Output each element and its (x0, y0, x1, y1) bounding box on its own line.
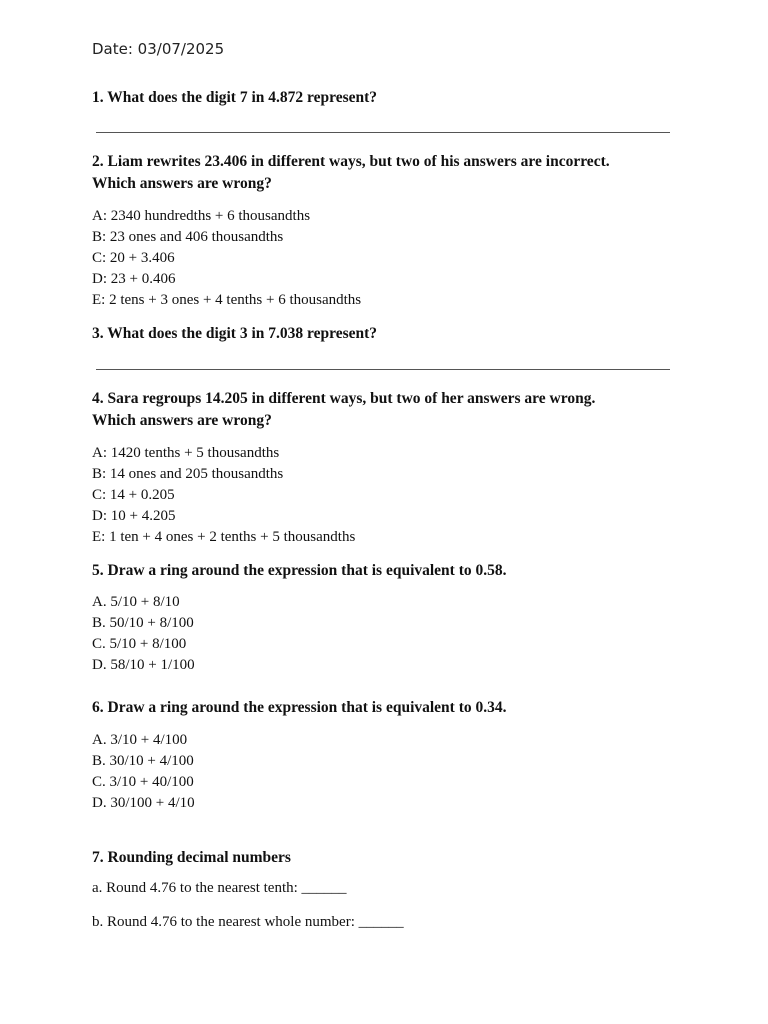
question-2-options (92, 206, 692, 311)
option-2e: E: 2 tens + 3 ones + 4 tenths + 6 thousandths (92, 292, 362, 308)
question-7b[interactable]: b. Round 4.76 to the nearest whole number: ______ (92, 914, 404, 930)
option-2d: D: 23 + 0.406 (92, 271, 176, 287)
option-2a: A: 2340 hundredths + 6 thousandths (92, 208, 311, 224)
option-6a[interactable]: A. 3/10 + 4/100 (92, 732, 188, 748)
option-5a[interactable]: A. 5/10 + 8/10 (92, 594, 180, 610)
question-7a[interactable]: a. Round 4.76 to the nearest tenth: ______ (92, 880, 347, 896)
option-4b: B: 14 ones and 205 thousandths (92, 466, 284, 482)
option-2b: B: 23 ones and 406 thousandths (92, 229, 284, 245)
question-1: 1. What does the digit 7 in 4.872 represent? (92, 89, 378, 106)
option-2c: C: 20 + 3.406 (92, 250, 175, 266)
option-4c: C: 14 + 0.205 (92, 487, 175, 503)
question-2-line-2: Which answers are wrong? (92, 175, 272, 192)
option-4e: E: 1 ten + 4 ones + 2 tenths + 5 thousandths (92, 529, 356, 545)
option-4a: A: 1420 tenths + 5 thousandths (92, 445, 280, 461)
question-4-options (92, 443, 692, 548)
question-7: 7. Rounding decimal numbers (92, 849, 291, 866)
question-2 (92, 151, 682, 195)
option-5c[interactable]: C. 5/10 + 8/100 (92, 636, 187, 652)
question-6: 6. Draw a ring around the expression that is equivalent to 0.34. (92, 699, 507, 716)
worksheet-date: Date: 03/07/2025 (92, 40, 225, 58)
answer-line-3[interactable] (96, 369, 670, 370)
option-4d: D: 10 + 4.205 (92, 508, 176, 524)
answer-line-1[interactable] (96, 132, 670, 133)
question-4-line-2: Which answers are wrong? (92, 412, 272, 429)
question-4-line-1: 4. Sara regroups 14.205 in different ways, but two of her answers are wrong. (92, 390, 596, 407)
question-2-line-1: 2. Liam rewrites 23.406 in different ways, but two of his answers are incorrect. (92, 153, 610, 170)
option-6c[interactable]: C. 3/10 + 40/100 (92, 774, 194, 790)
question-4 (92, 388, 682, 432)
question-5: 5. Draw a ring around the expression that is equivalent to 0.58. (92, 562, 507, 579)
option-5b[interactable]: B. 50/10 + 8/100 (92, 615, 194, 631)
option-6d[interactable]: D. 30/100 + 4/10 (92, 795, 195, 811)
question-5-options (92, 592, 692, 676)
option-5d[interactable]: D. 58/10 + 1/100 (92, 657, 195, 673)
question-3: 3. What does the digit 3 in 7.038 represent? (92, 325, 378, 342)
question-6-options (92, 730, 692, 814)
option-6b[interactable]: B. 30/10 + 4/100 (92, 753, 194, 769)
